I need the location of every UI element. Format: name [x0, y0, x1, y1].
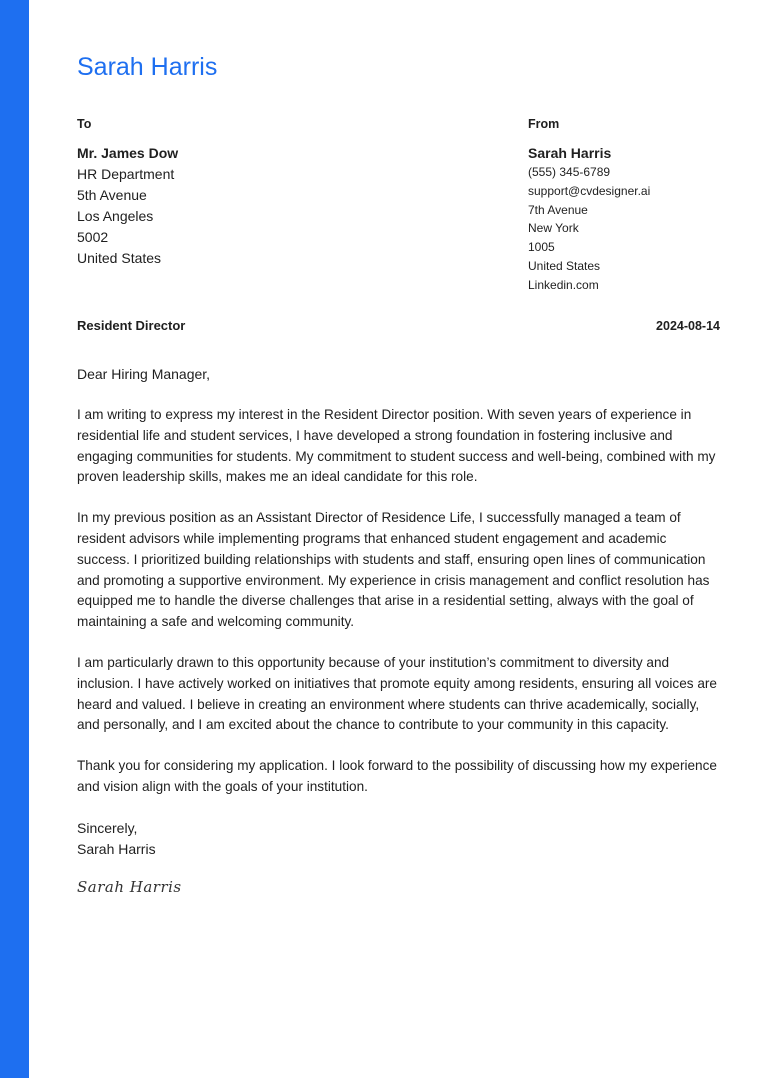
applicant-name-heading: Sarah Harris	[77, 53, 218, 81]
recipient-block	[77, 115, 377, 269]
sender-postal-code: 1005	[528, 240, 555, 255]
sender-name: Sarah Harris	[528, 145, 612, 161]
body-paragraph: In my previous position as an Assistant Director of Residence Life, I successfully managed a team of resident advisors while implementing programs that enhanced student engagement and academic success. I prioritized building relationships with students and staff, ensuring open lines of communication and promoting a supportive environment. My experience in crisis management and conflict resolution has equipped me to handle the diverse challenges that arise in a residential setting, always with the goal of maintaining a safe and welcoming community.	[77, 510, 710, 630]
sender-street: 7th Avenue	[528, 202, 588, 217]
letter-body	[77, 364, 720, 860]
subject-row	[77, 316, 720, 336]
closing-name: Sarah Harris	[77, 840, 156, 857]
body-paragraph: I am writing to express my interest in the Resident Director position. With seven years of experience in residential life and student services, I have developed a strong foundation in fostering inclusive and engaging communities for students. My commitment to student success and well-being, combined with my proven leadership skills, makes me an ideal candidate for this role.	[77, 407, 716, 485]
closing: Sincerely,	[77, 819, 138, 836]
from-label: From	[528, 117, 560, 131]
to-label: To	[77, 117, 92, 131]
accent-sidebar-bar	[0, 0, 29, 1078]
sender-linkedin: Linkedin.com	[528, 277, 599, 292]
position-title: Resident Director	[77, 318, 186, 333]
body-paragraph: Thank you for considering my application. I look forward to the possibility of discussing how my experience and vision align with the goals of your institution.	[77, 758, 717, 794]
sender-block	[528, 115, 720, 295]
recipient-city: Los Angeles	[77, 208, 154, 224]
recipient-name: Mr. James Dow	[77, 145, 179, 161]
recipient-department: HR Department	[77, 166, 175, 182]
cover-letter-page	[77, 0, 720, 1078]
body-paragraph: I am particularly drawn to this opportunity because of your institution’s commitment to diversity and inclusion. I have actively worked on initiatives that promote equity among residents, ensuring all voices are heard and valued. I believe in creating an environment where students can thrive academically, socially, and personally, and I am excited about the chance to contribute to your community in this capacity.	[77, 654, 717, 733]
recipient-postal-code: 5002	[77, 229, 109, 245]
recipient-country: United States	[77, 250, 162, 266]
sender-city: New York	[528, 221, 579, 236]
handwritten-signature: Sarah Harris	[77, 878, 182, 896]
letter-date: 2024-08-14	[656, 319, 720, 333]
sender-email: support@cvdesigner.ai	[528, 183, 651, 198]
salutation: Dear Hiring Manager,	[77, 366, 211, 382]
sender-country: United States	[528, 258, 601, 273]
recipient-street: 5th Avenue	[77, 187, 147, 203]
sender-phone: (555) 345-6789	[528, 165, 611, 179]
